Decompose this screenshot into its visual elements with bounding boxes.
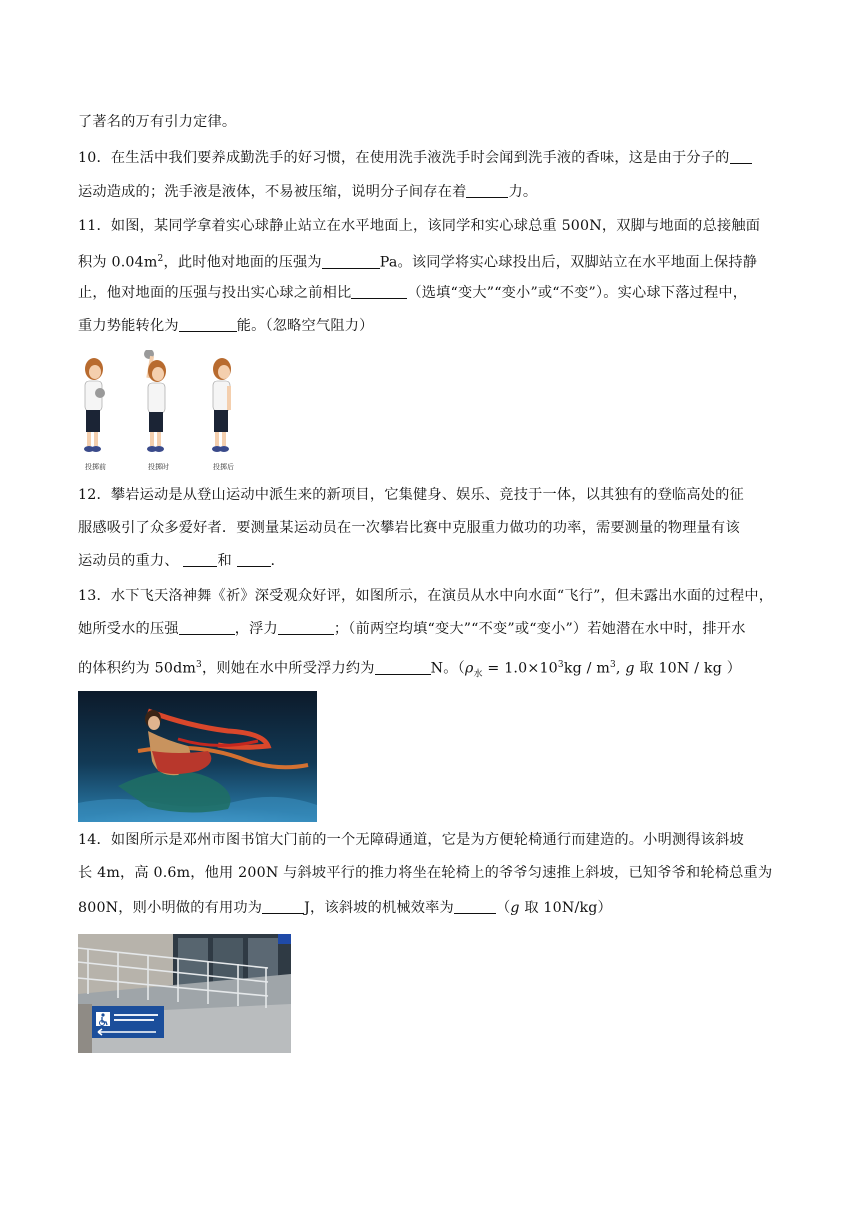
q13-blank-3[interactable] [375,660,431,675]
q12-line-1: 12．攀岩运动是从登山运动中派生来的新项目，它集健身、娱乐、竞技于一体，以其独有的登临高处的征 [78,487,744,503]
q14-line-1: 14．如图所示是邓州市图书馆大门前的一个无障碍通道，它是为方便轮椅通行而建造的。小明测得该斜坡 [78,832,744,848]
q11-line-2: 积为 $0.04m^2$，此时他对地面的压强为 Pa。该同学将实心球投出后，双脚站立在水平地面上保持静 [78,254,758,271]
q13-line-1: 13．水下飞天洛神舞《祈》深受观众好评，如图所示，在演员从水中向水面“飞行”，但未露出水面的过程中， [78,588,774,604]
q12-line-3: 运动员的重力、 和 . [78,553,276,569]
q10-blank-2[interactable] [466,183,508,198]
q11-line-3: 止，他对地面的压强与投出实心球之前相比 （选填“变大”“变小”或“不变”）。实心球下落过程中， [78,285,748,301]
q14-line-3: 800N，则小明做的有用功为 J，该斜坡的机械效率为 （g 取 10N/kg） [78,900,612,916]
q11-blank-3[interactable] [179,317,237,332]
student-during-throw [144,350,166,452]
q12-blank-2[interactable] [237,552,271,567]
accessible-ramp-photo [78,934,291,1053]
caption-before-throw: 投掷前 [85,463,106,471]
q10-blank-1[interactable] [730,149,752,164]
caption-after-throw: 投掷后 [213,463,234,471]
q13-blank-2[interactable] [278,620,334,635]
q14-blank-1[interactable] [262,899,304,914]
q11-line-1: 11．如图，某同学拿着实心球静止站立在水平地面上，该同学和实心球总重 500N，双脚与地面的总接触面 [78,218,761,234]
q11-throwing-figure [78,350,248,474]
q12-line-2: 服感吸引了众多爱好者．要测量某运动员在一次攀岩比赛中克服重力做功的功率，需要测量的物理量有该 [78,520,740,536]
q12-blank-1[interactable] [183,552,217,567]
student-after-throw [212,358,231,452]
q14-line-2: 长 4m，高 0.6m，他用 200N 与斜坡平行的推力将坐在轮椅上的爷爷匀速推上斜坡，已知爷爷和轮椅总重为 [78,865,773,881]
q13-blank-1[interactable] [179,620,235,635]
q14-blank-2[interactable] [454,899,496,914]
student-before-throw [84,358,105,452]
q10-line-1: 10．在生活中我们要养成勤洗手的好习惯，在使用洗手液洗手时会闻到洗手液的香味，这是由于分子的 [78,148,752,168]
q9-tail: 了著名的万有引力定律。 [78,114,237,130]
q13-line-3: 的体积约为 $50dm^3$，则她在水中所受浮力约为 N。（$\rho_水 = 1.0\times 10^3kg / m^3$, g 取 10N / kg ） [78,660,742,680]
q11-blank-1[interactable] [322,254,380,269]
q11-blank-2[interactable] [351,284,407,299]
q10-line-2: 运动造成的；洗手液是液体，不易被压缩，说明分子间存在着 力。 [78,184,538,200]
q11-line-4: 重力势能转化为 能。（忽略空气阻力） [78,318,374,334]
underwater-dance-photo [78,691,317,822]
q13-line-2: 她所受水的压强 ，浮力 ；（前两空均填“变大”“不变”或“变小”）若她潜在水中时，排开水 [78,621,746,637]
caption-during-throw: 投掷时 [148,463,169,471]
